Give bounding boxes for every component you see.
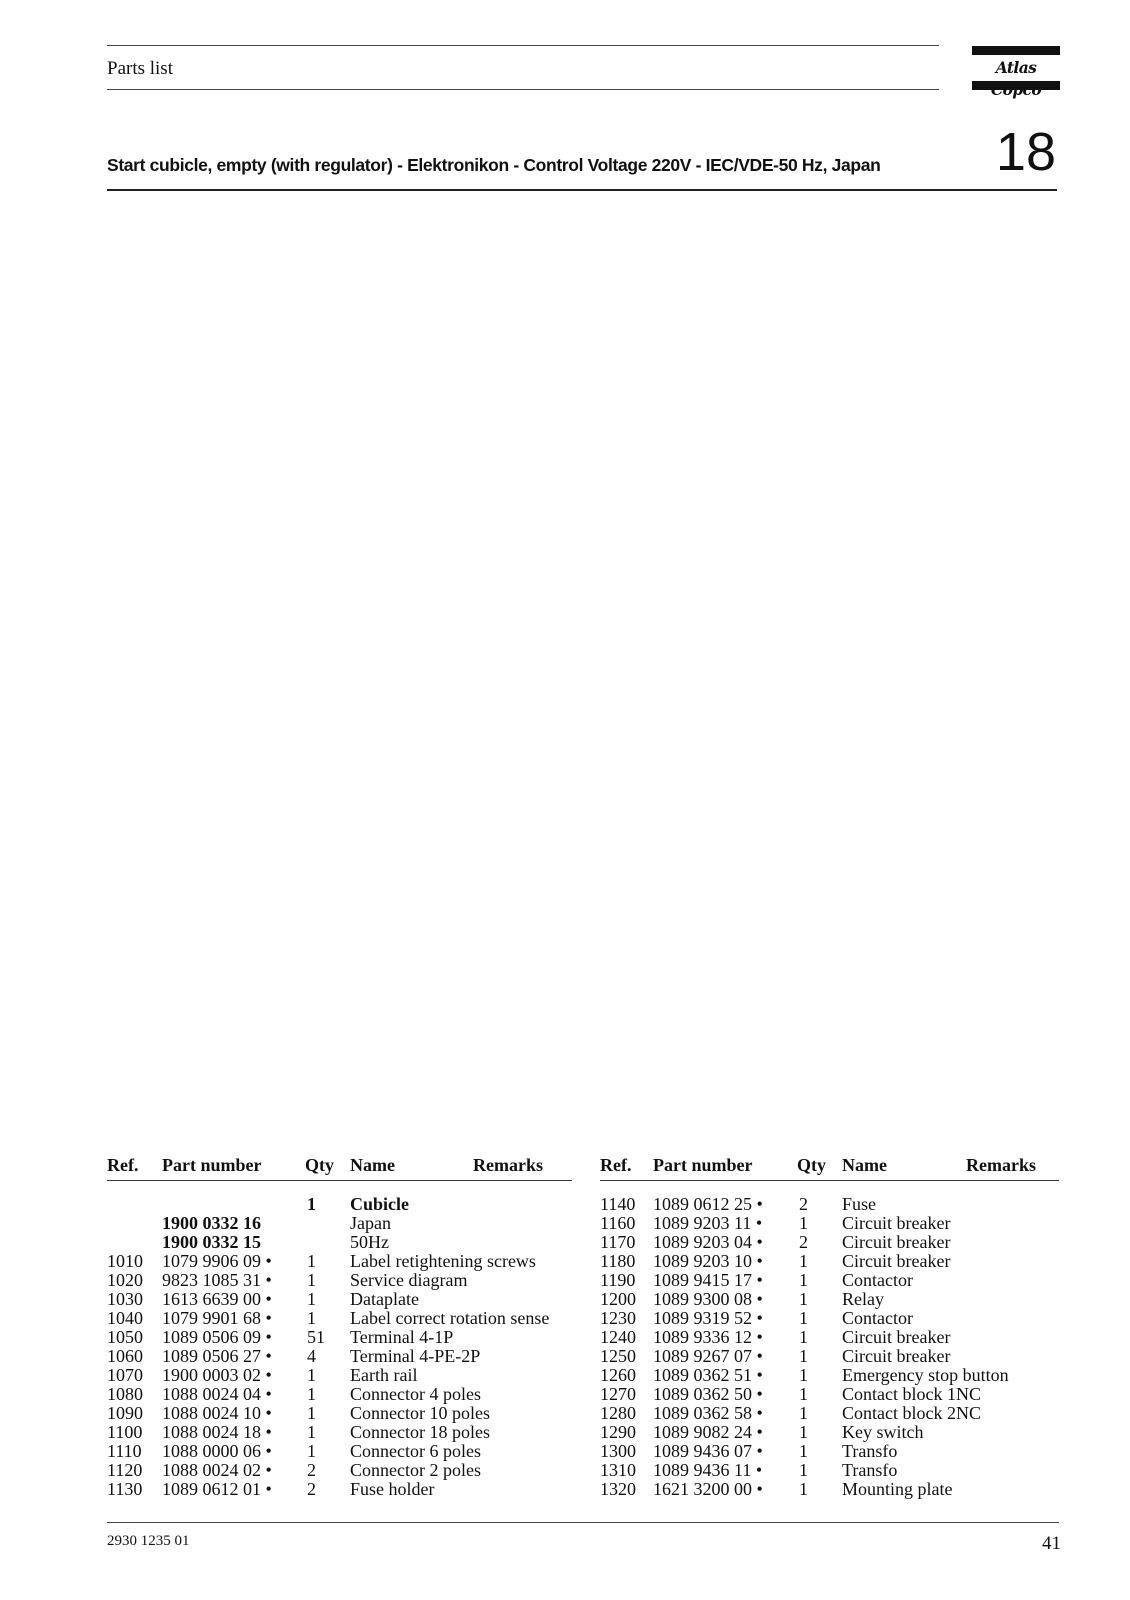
qty-cell: 1 (307, 1441, 316, 1461)
name-cell: Circuit breaker (842, 1346, 951, 1366)
section-number: 18 (995, 122, 1056, 182)
name-cell: Contact block 2NC (842, 1403, 981, 1423)
qty-cell: 1 (307, 1365, 316, 1385)
part-number-cell: 1621 3200 00 • (653, 1479, 763, 1499)
name-cell: Terminal 4-PE-2P (350, 1346, 481, 1366)
ref-cell: 1280 (600, 1403, 636, 1423)
name-cell: Emergency stop button (842, 1365, 1009, 1385)
ref-cell: 1250 (600, 1346, 636, 1366)
qty-cell: 1 (307, 1251, 316, 1271)
col-header-part-number: Part number (162, 1155, 262, 1175)
page-title: Start cubicle, empty (with regulator) - Elektronikon - Control Voltage 220V - IEC/VDE-50 Hz, Japan (107, 155, 881, 175)
name-cell: Circuit breaker (842, 1232, 951, 1252)
footer-rule (107, 1522, 1059, 1523)
part-number-cell: 1089 9436 07 • (653, 1441, 763, 1461)
col-header-name: Name (350, 1155, 395, 1175)
table-header-rule (600, 1180, 1059, 1181)
qty-cell: 1 (799, 1270, 808, 1290)
qty-cell: 1 (307, 1289, 316, 1309)
name-cell: Circuit breaker (842, 1327, 951, 1347)
ref-cell: 1060 (107, 1346, 143, 1366)
ref-cell: 1290 (600, 1422, 636, 1442)
ref-cell: 1040 (107, 1308, 143, 1328)
col-header-ref: Ref. (107, 1155, 139, 1175)
part-number-cell: 1900 0003 02 • (162, 1365, 272, 1385)
qty-cell: 4 (307, 1346, 316, 1366)
part-number-cell: 1613 6639 00 • (162, 1289, 272, 1309)
ref-cell: 1100 (107, 1422, 143, 1442)
page-number: 41 (1042, 1533, 1061, 1554)
table-header-rule (107, 1180, 572, 1181)
col-header-part-number: Part number (653, 1155, 753, 1175)
header-label: Parts list (107, 58, 173, 79)
ref-cell: 1260 (600, 1365, 636, 1385)
part-number-cell: 1089 0612 25 • (653, 1194, 763, 1214)
qty-cell: 1 (799, 1213, 808, 1233)
part-number-cell: 1089 0362 51 • (653, 1365, 763, 1385)
logo-text: Atlas (995, 58, 1037, 77)
logo-bottom-bar (972, 81, 1060, 90)
qty-cell: 1 (799, 1403, 808, 1423)
ref-cell: 1050 (107, 1327, 143, 1347)
header-top-rule (107, 45, 939, 46)
name-cell: Fuse holder (350, 1479, 435, 1499)
ref-cell: 1140 (600, 1194, 636, 1214)
name-cell: Mounting plate (842, 1479, 953, 1499)
part-number-cell: 1089 0506 09 • (162, 1327, 272, 1347)
part-number-cell: 1089 9203 10 • (653, 1251, 763, 1271)
part-number-cell: 1088 0024 10 • (162, 1403, 272, 1423)
qty-cell: 51 (307, 1327, 325, 1347)
ref-cell: 1270 (600, 1384, 636, 1404)
name-cell: Connector 6 poles (350, 1441, 481, 1461)
qty-cell: 1 (307, 1270, 316, 1290)
atlas-copco-logo (972, 46, 1060, 90)
ref-cell: 1300 (600, 1441, 636, 1461)
part-number-cell: 1089 0362 50 • (653, 1384, 763, 1404)
ref-cell: 1190 (600, 1270, 636, 1290)
name-cell: Connector 10 poles (350, 1403, 490, 1423)
ref-cell: 1020 (107, 1270, 143, 1290)
qty-cell: 2 (799, 1194, 808, 1214)
qty-cell: 1 (799, 1289, 808, 1309)
part-number-cell: 1089 0362 58 • (653, 1403, 763, 1423)
col-header-qty: Qty (305, 1155, 334, 1175)
part-number-cell: 1089 9336 12 • (653, 1327, 763, 1347)
name-cell: Connector 4 poles (350, 1384, 481, 1404)
col-header-remarks: Remarks (966, 1155, 1036, 1175)
qty-cell: 2 (799, 1232, 808, 1252)
name-cell: Transfo (842, 1460, 898, 1480)
header-bottom-rule (107, 89, 939, 90)
logo-top-bar (972, 46, 1060, 55)
ref-cell: 1130 (107, 1479, 143, 1499)
name-cell: Fuse (842, 1194, 877, 1214)
qty-cell: 2 (307, 1460, 316, 1480)
part-number-cell: 1088 0000 06 • (162, 1441, 272, 1461)
name-cell: Relay (842, 1289, 884, 1309)
part-number-cell: 1089 9415 17 • (653, 1270, 763, 1290)
name-cell: 50Hz (350, 1232, 389, 1252)
part-number-cell: 1089 9300 08 • (653, 1289, 763, 1309)
part-number-cell: 1089 9436 11 • (653, 1460, 763, 1480)
qty-cell: 1 (799, 1365, 808, 1385)
part-number-cell: 1900 0332 16 (162, 1213, 261, 1233)
qty-cell: 1 (799, 1346, 808, 1366)
part-number-cell: 1088 0024 04 • (162, 1384, 272, 1404)
qty-cell: 1 (307, 1194, 316, 1214)
name-cell: Circuit breaker (842, 1213, 951, 1233)
col-header-remarks: Remarks (473, 1155, 543, 1175)
name-cell: Service diagram (350, 1270, 468, 1290)
ref-cell: 1090 (107, 1403, 143, 1423)
part-number-cell: 1089 9203 04 • (653, 1232, 763, 1252)
part-number-cell: 1089 9203 11 • (653, 1213, 763, 1233)
name-cell: Contactor (842, 1270, 913, 1290)
part-number-cell: 1089 9082 24 • (653, 1422, 763, 1442)
col-header-ref: Ref. (600, 1155, 632, 1175)
part-number-cell: 1088 0024 18 • (162, 1422, 272, 1442)
part-number-cell: 1089 0506 27 • (162, 1346, 272, 1366)
ref-cell: 1120 (107, 1460, 143, 1480)
name-cell: Connector 18 poles (350, 1422, 490, 1442)
name-cell: Terminal 4-1P (350, 1327, 454, 1347)
title-rule (107, 189, 1057, 191)
col-header-name: Name (842, 1155, 887, 1175)
qty-cell: 1 (799, 1441, 808, 1461)
name-cell: Japan (350, 1213, 391, 1233)
name-cell: Transfo (842, 1441, 898, 1461)
qty-cell: 1 (799, 1251, 808, 1271)
name-cell: Label correct rotation sense (350, 1308, 550, 1328)
document-number: 2930 1235 01 (107, 1533, 190, 1549)
ref-cell: 1200 (600, 1289, 636, 1309)
name-cell: Label retightening screws (350, 1251, 536, 1271)
name-cell: Circuit breaker (842, 1251, 951, 1271)
ref-cell: 1110 (107, 1441, 142, 1461)
name-cell: Contact block 1NC (842, 1384, 981, 1404)
ref-cell: 1030 (107, 1289, 143, 1309)
qty-cell: 1 (799, 1327, 808, 1347)
name-cell: Earth rail (350, 1365, 418, 1385)
qty-cell: 1 (799, 1460, 808, 1480)
part-number-cell: 1089 0612 01 • (162, 1479, 272, 1499)
qty-cell: 1 (307, 1384, 316, 1404)
ref-cell: 1160 (600, 1213, 636, 1233)
name-cell: Cubicle (350, 1194, 410, 1214)
qty-cell: 1 (307, 1308, 316, 1328)
part-number-cell: 1079 9901 68 • (162, 1308, 272, 1328)
part-number-cell: 1089 9267 07 • (653, 1346, 763, 1366)
ref-cell: 1230 (600, 1308, 636, 1328)
part-number-cell: 1900 0332 15 (162, 1232, 261, 1252)
name-cell: Key switch (842, 1422, 924, 1442)
part-number-cell: 9823 1085 31 • (162, 1270, 272, 1290)
name-cell: Connector 2 poles (350, 1460, 481, 1480)
qty-cell: 1 (307, 1422, 316, 1442)
qty-cell: 1 (799, 1308, 808, 1328)
ref-cell: 1070 (107, 1365, 143, 1385)
ref-cell: 1240 (600, 1327, 636, 1347)
qty-cell: 1 (799, 1384, 808, 1404)
ref-cell: 1180 (600, 1251, 636, 1271)
ref-cell: 1170 (600, 1232, 636, 1252)
qty-cell: 1 (799, 1422, 808, 1442)
qty-cell: 1 (799, 1479, 808, 1499)
name-cell: Contactor (842, 1308, 913, 1328)
qty-cell: 2 (307, 1479, 316, 1499)
ref-cell: 1010 (107, 1251, 143, 1271)
qty-cell: 1 (307, 1403, 316, 1423)
ref-cell: 1080 (107, 1384, 143, 1404)
part-number-cell: 1089 9319 52 • (653, 1308, 763, 1328)
part-number-cell: 1088 0024 02 • (162, 1460, 272, 1480)
name-cell: Dataplate (350, 1289, 419, 1309)
ref-cell: 1320 (600, 1479, 636, 1499)
col-header-qty: Qty (797, 1155, 826, 1175)
ref-cell: 1310 (600, 1460, 636, 1480)
part-number-cell: 1079 9906 09 • (162, 1251, 272, 1271)
